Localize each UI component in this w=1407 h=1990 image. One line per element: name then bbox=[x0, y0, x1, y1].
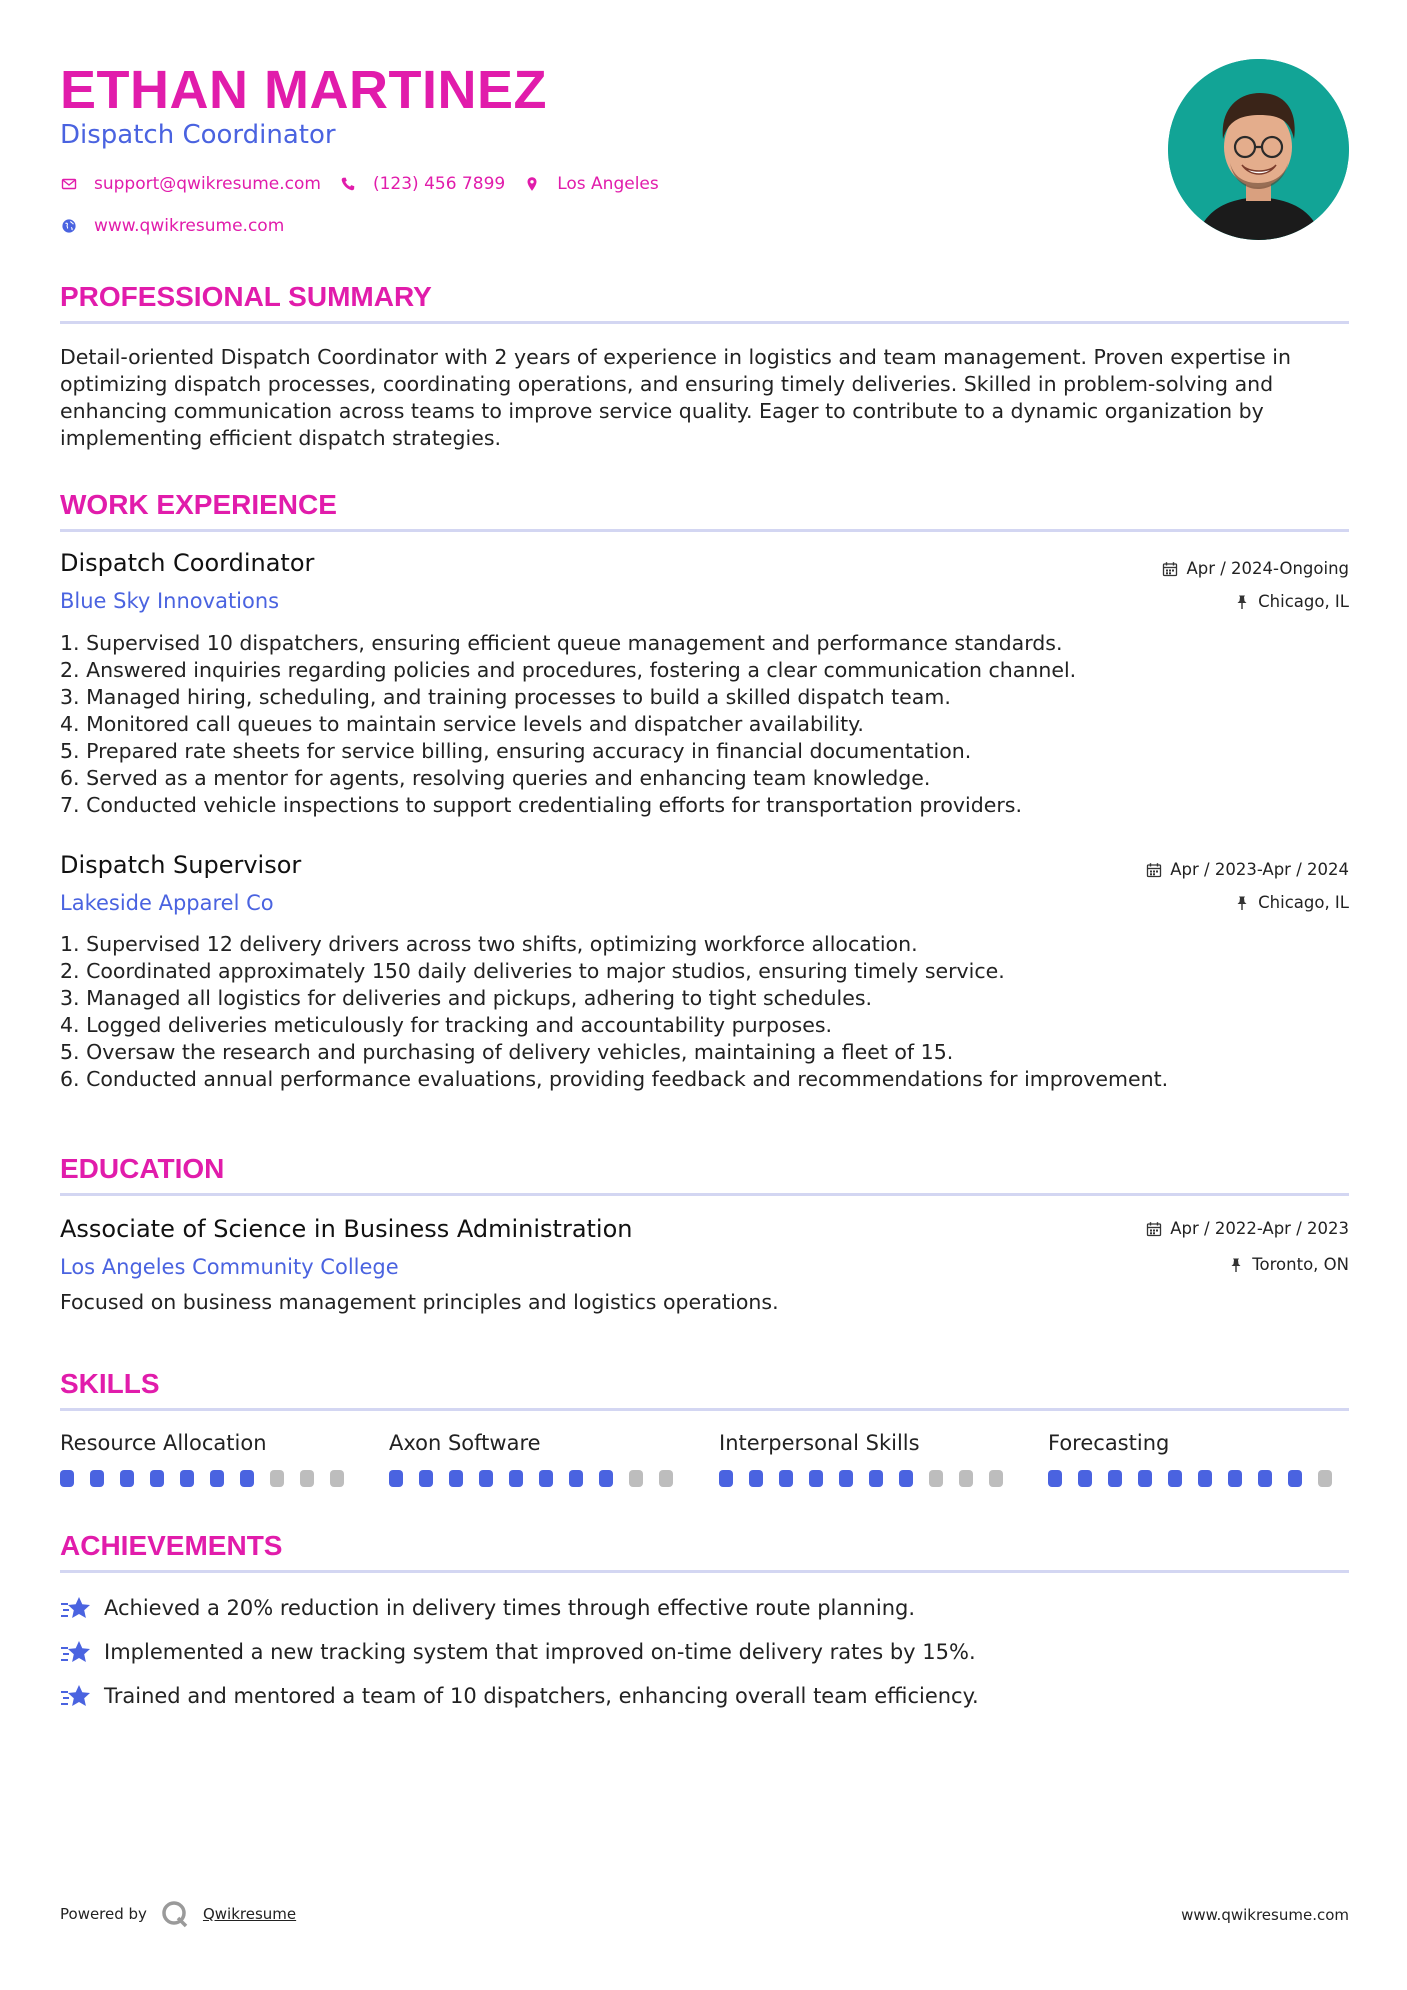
phone-contact[interactable] bbox=[339, 173, 505, 195]
school-name: Los Angeles Community College bbox=[60, 1255, 399, 1279]
rating-dot-filled bbox=[1288, 1470, 1302, 1487]
email-contact[interactable] bbox=[60, 173, 321, 195]
star-icon bbox=[60, 1638, 92, 1666]
skill-item bbox=[1048, 1430, 1348, 1487]
rating-dot-filled bbox=[120, 1470, 134, 1487]
email-text: support@qwikresume.com bbox=[94, 174, 321, 194]
achievement-item bbox=[60, 1638, 976, 1666]
job-location bbox=[1234, 892, 1349, 914]
rating-dot-filled bbox=[1168, 1470, 1182, 1487]
skill-name: Resource Allocation bbox=[60, 1431, 267, 1455]
list-item: 1. Supervised 10 dispatchers, ensuring efficient queue management and performance standards. bbox=[60, 631, 1063, 655]
rating-dot-filled bbox=[389, 1470, 403, 1487]
star-icon bbox=[60, 1594, 92, 1622]
rating-dot-filled bbox=[809, 1470, 823, 1487]
experience-divider bbox=[60, 529, 1349, 532]
achievements-divider bbox=[60, 1570, 1349, 1573]
skill-item bbox=[719, 1430, 1019, 1487]
rating-dot-filled bbox=[240, 1470, 254, 1487]
rating-dot-filled bbox=[419, 1470, 433, 1487]
rating-dot-filled bbox=[599, 1470, 613, 1487]
job-dates bbox=[1146, 859, 1349, 881]
rating-dot-filled bbox=[1258, 1470, 1272, 1487]
rating-dot-filled bbox=[479, 1470, 493, 1487]
contact-row bbox=[60, 173, 677, 195]
map-pin-icon bbox=[523, 175, 541, 193]
calendar-icon bbox=[1162, 561, 1178, 577]
envelope-icon bbox=[60, 175, 78, 193]
star-icon bbox=[60, 1682, 92, 1710]
summary-line: enhancing communication across teams to improve service quality. Eager to contribute to a dynamic organization by bbox=[60, 399, 1264, 423]
location-text: Chicago, IL bbox=[1258, 592, 1349, 611]
pushpin-icon bbox=[1234, 895, 1250, 911]
job-title: Dispatch Coordinator bbox=[60, 549, 315, 577]
achievement-text: Achieved a 20% reduction in delivery times through effective route planning. bbox=[104, 1596, 916, 1620]
dates-text: Apr / 2023-Apr / 2024 bbox=[1170, 860, 1349, 879]
rating-dot-filled bbox=[509, 1470, 523, 1487]
list-item: 2. Answered inquiries regarding policies and procedures, fostering a clear communication channel. bbox=[60, 658, 1077, 682]
rating-dot-filled bbox=[1198, 1470, 1212, 1487]
rating-dot-filled bbox=[180, 1470, 194, 1487]
list-item: 4. Logged deliveries meticulously for tracking and accountability purposes. bbox=[60, 1013, 833, 1037]
summary-divider bbox=[60, 321, 1349, 324]
rating-dot-empty bbox=[989, 1470, 1003, 1487]
globe-icon bbox=[60, 217, 78, 235]
rating-dot-filled bbox=[569, 1470, 583, 1487]
profile-photo bbox=[1168, 59, 1349, 240]
footer-powered-by bbox=[60, 1900, 296, 1928]
job-title: Dispatch Supervisor bbox=[60, 851, 302, 879]
pushpin-icon bbox=[1228, 1257, 1244, 1273]
achievement-item bbox=[60, 1682, 979, 1710]
rating-dot-filled bbox=[210, 1470, 224, 1487]
candidate-name: ETHAN MARTINEZ bbox=[60, 60, 547, 120]
location-contact bbox=[523, 173, 659, 195]
skill-name: Interpersonal Skills bbox=[719, 1431, 920, 1455]
skill-name: Axon Software bbox=[389, 1431, 541, 1455]
experience-heading: WORK EXPERIENCE bbox=[60, 489, 337, 520]
calendar-icon bbox=[1146, 862, 1162, 878]
list-item: 3. Managed hiring, scheduling, and training processes to build a skilled dispatch team. bbox=[60, 685, 951, 709]
company-name: Lakeside Apparel Co bbox=[60, 891, 274, 915]
calendar-icon bbox=[1146, 1221, 1162, 1237]
rating-dot-empty bbox=[659, 1470, 673, 1487]
skill-name: Forecasting bbox=[1048, 1431, 1170, 1455]
location-text: Toronto, ON bbox=[1252, 1255, 1349, 1274]
list-item: 5. Prepared rate sheets for service billing, ensuring accuracy in financial documentation. bbox=[60, 739, 972, 763]
website-row bbox=[60, 215, 302, 237]
summary-text bbox=[60, 344, 1349, 452]
qwikresume-link[interactable]: Qwikresume bbox=[202, 1905, 297, 1923]
list-item: 2. Coordinated approximately 150 daily deliveries to major studios, ensuring timely service. bbox=[60, 959, 1005, 983]
rating-dot-filled bbox=[1048, 1470, 1062, 1487]
rating-dot-filled bbox=[1138, 1470, 1152, 1487]
skill-item bbox=[389, 1430, 689, 1487]
skill-item bbox=[60, 1430, 360, 1487]
summary-line: optimizing dispatch processes, coordinating operations, and ensuring timely deliveries. Skilled in problem-solving and bbox=[60, 372, 1274, 396]
rating-dot-empty bbox=[300, 1470, 314, 1487]
rating-dot-filled bbox=[899, 1470, 913, 1487]
dates-text: Apr / 2024-Ongoing bbox=[1186, 559, 1349, 578]
education-divider bbox=[60, 1193, 1349, 1196]
rating-dot-filled bbox=[449, 1470, 463, 1487]
rating-dot-empty bbox=[959, 1470, 973, 1487]
summary-line: Detail-oriented Dispatch Coordinator with 2 years of experience in logistics and team management. Proven expertise in bbox=[60, 345, 1291, 369]
summary-line: implementing efficient dispatch strategies. bbox=[60, 426, 502, 450]
rating-dot-filled bbox=[839, 1470, 853, 1487]
rating-dot-filled bbox=[749, 1470, 763, 1487]
website-text: www.qwikresume.com bbox=[94, 216, 285, 236]
phone-icon bbox=[339, 175, 357, 193]
rating-dot-filled bbox=[1228, 1470, 1242, 1487]
job-dates bbox=[1162, 558, 1349, 580]
job-bullets bbox=[60, 931, 1349, 1093]
skill-rating bbox=[389, 1470, 689, 1487]
location-text: Chicago, IL bbox=[1258, 893, 1349, 912]
rating-dot-filled bbox=[90, 1470, 104, 1487]
rating-dot-filled bbox=[1108, 1470, 1122, 1487]
achievement-item bbox=[60, 1594, 915, 1622]
education-dates bbox=[1146, 1218, 1349, 1240]
achievement-text: Trained and mentored a team of 10 dispatchers, enhancing overall team efficiency. bbox=[104, 1684, 979, 1708]
list-item: 6. Conducted annual performance evaluations, providing feedback and recommendations for improvement. bbox=[60, 1067, 1169, 1091]
skill-rating bbox=[1048, 1470, 1348, 1487]
location-text: Los Angeles bbox=[557, 174, 659, 194]
skill-rating bbox=[60, 1470, 360, 1487]
website-contact[interactable] bbox=[60, 215, 284, 237]
rating-dot-filled bbox=[539, 1470, 553, 1487]
phone-text: (123) 456 7899 bbox=[372, 174, 506, 194]
rating-dot-filled bbox=[150, 1470, 164, 1487]
education-heading: EDUCATION bbox=[60, 1153, 225, 1184]
rating-dot-filled bbox=[779, 1470, 793, 1487]
list-item: 6. Served as a mentor for agents, resolving queries and enhancing team knowledge. bbox=[60, 766, 931, 790]
list-item: 1. Supervised 12 delivery drivers across two shifts, optimizing workforce allocation. bbox=[60, 932, 918, 956]
pushpin-icon bbox=[1234, 594, 1250, 610]
achievement-text: Implemented a new tracking system that improved on-time delivery rates by 15%. bbox=[104, 1640, 976, 1664]
rating-dot-filled bbox=[60, 1470, 74, 1487]
skill-rating bbox=[719, 1470, 1019, 1487]
achievements-heading: ACHIEVEMENTS bbox=[60, 1530, 283, 1561]
dates-text: Apr / 2022-Apr / 2023 bbox=[1170, 1219, 1349, 1238]
job-bullets bbox=[60, 630, 1349, 819]
list-item: 4. Monitored call queues to maintain service levels and dispatcher availability. bbox=[60, 712, 864, 736]
degree-title: Associate of Science in Business Administration bbox=[60, 1215, 633, 1243]
rating-dot-filled bbox=[719, 1470, 733, 1487]
education-location bbox=[1228, 1254, 1349, 1276]
rating-dot-filled bbox=[1078, 1470, 1092, 1487]
education-description: Focused on business management principles and logistics operations. bbox=[60, 1290, 779, 1314]
list-item: 5. Oversaw the research and purchasing of delivery vehicles, maintaining a fleet of 15. bbox=[60, 1040, 954, 1064]
skills-heading: SKILLS bbox=[60, 1368, 160, 1399]
candidate-role: Dispatch Coordinator bbox=[60, 120, 336, 150]
skills-divider bbox=[60, 1408, 1349, 1411]
list-item: 7. Conducted vehicle inspections to support credentialing efforts for transportation providers. bbox=[60, 793, 1022, 817]
rating-dot-empty bbox=[270, 1470, 284, 1487]
qwikresume-logo-icon bbox=[161, 1900, 189, 1928]
company-name: Blue Sky Innovations bbox=[60, 589, 280, 613]
footer-website[interactable]: www.qwikresume.com bbox=[1181, 1906, 1349, 1924]
list-item: 3. Managed all logistics for deliveries and pickups, adhering to tight schedules. bbox=[60, 986, 873, 1010]
summary-heading: PROFESSIONAL SUMMARY bbox=[60, 281, 432, 312]
rating-dot-empty bbox=[629, 1470, 643, 1487]
job-location bbox=[1234, 591, 1349, 613]
powered-by-label: Powered by bbox=[60, 1905, 147, 1923]
rating-dot-empty bbox=[330, 1470, 344, 1487]
rating-dot-empty bbox=[929, 1470, 943, 1487]
rating-dot-empty bbox=[1318, 1470, 1332, 1487]
rating-dot-filled bbox=[869, 1470, 883, 1487]
